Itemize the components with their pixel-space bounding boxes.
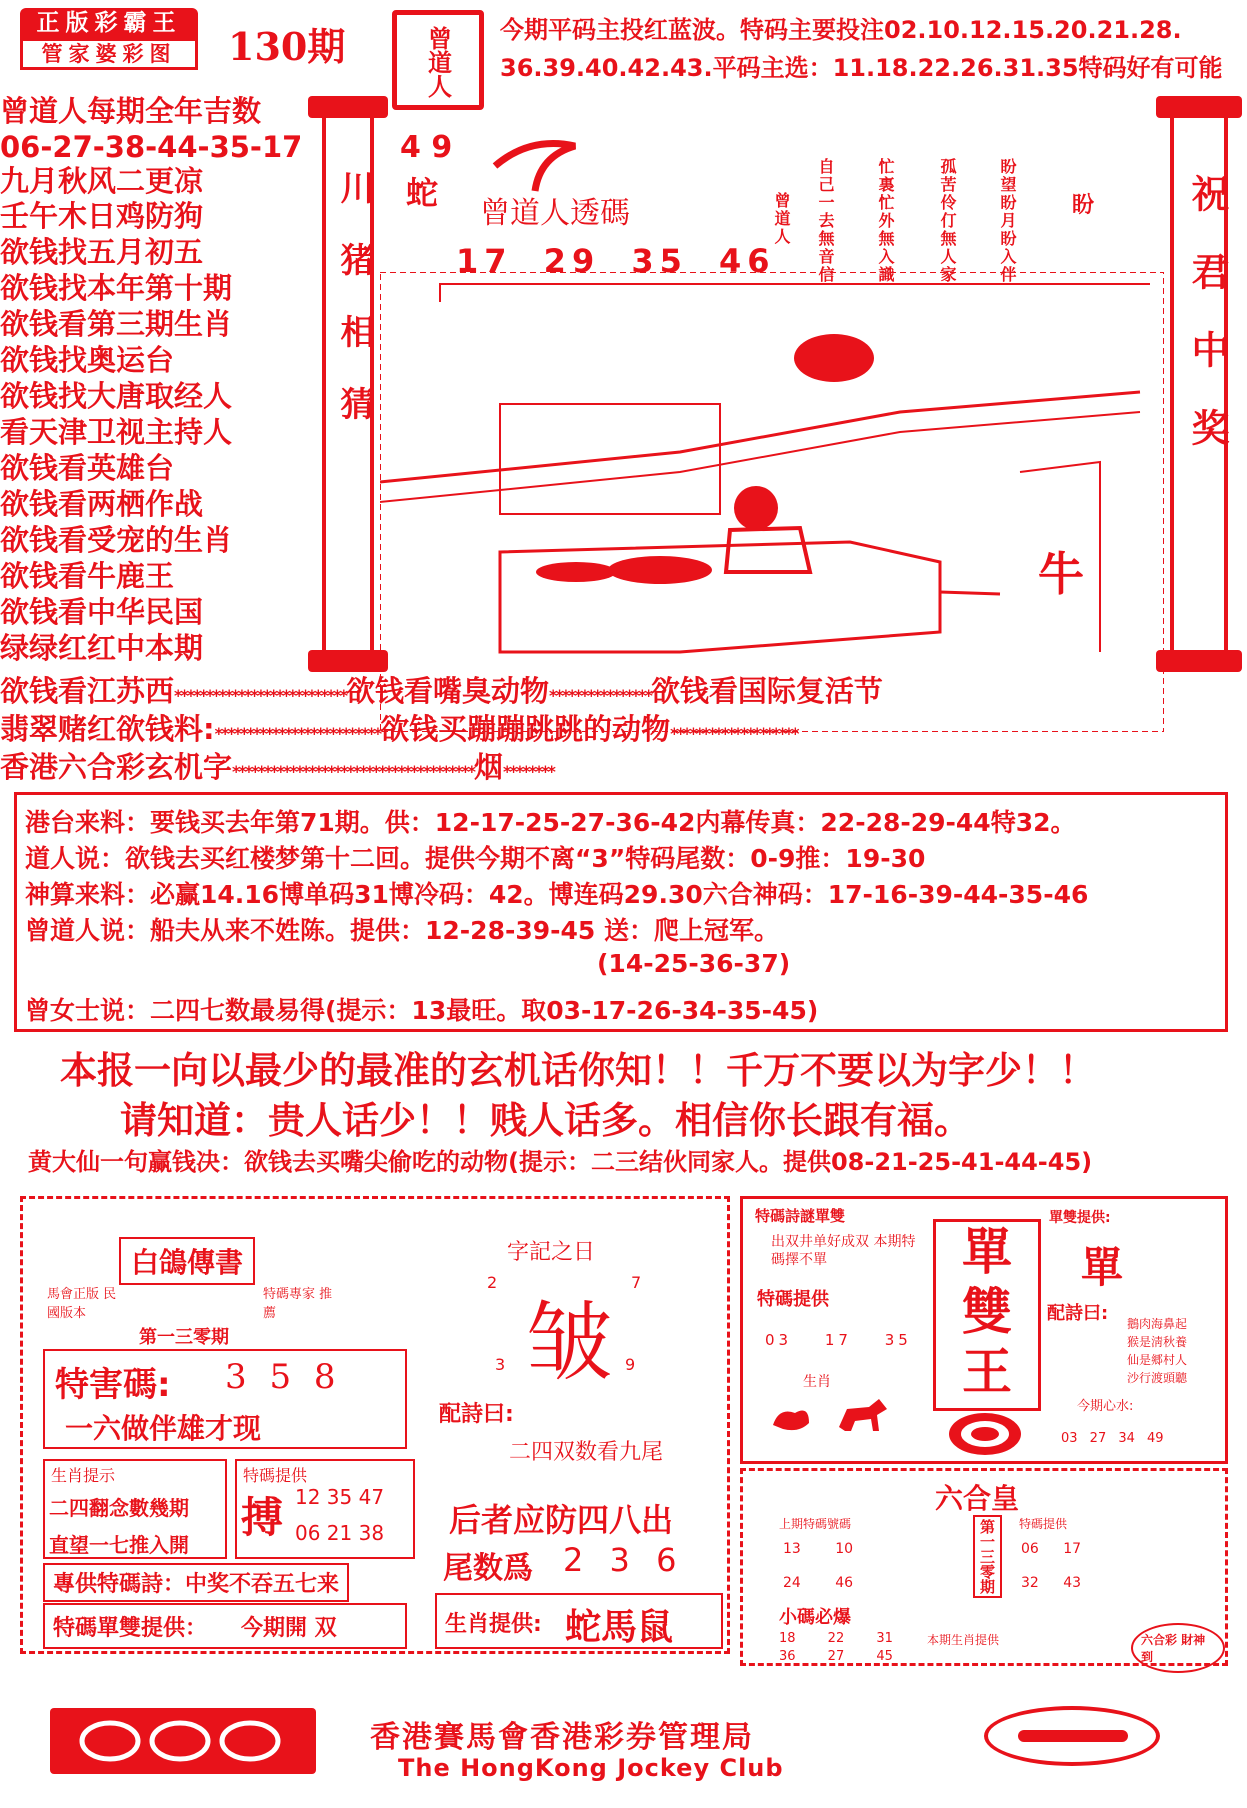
king-char: 雙 [962,1283,1012,1341]
single-double-value: 今期開 双 [241,1616,337,1641]
left-list-item: 壬午木日鸡防狗 [0,199,204,233]
tail-numbers: 2 3 6 [563,1541,685,1579]
scroll-left-rod [322,100,374,668]
character-num: 3 [495,1355,506,1374]
right-top-heart-nums: 03 27 34 49 [1061,1431,1164,1446]
character-title: 字記之日 [507,1240,596,1265]
left-list-item: 欲钱看两栖作战 [0,487,204,521]
special-box [235,1459,415,1559]
single-double-king [933,1219,1041,1411]
right-top-head: 特碼詩謎單雙 [755,1207,846,1225]
liuhe-side-text: 六合彩 財神到 [1131,1623,1225,1673]
right-top-zodiac-title: 生肖 [803,1374,831,1390]
info-line: 港台来料：要钱买去年第71期。供：12-17-25-27-36-42内幕传真：22-28-29-44特32。 [25,808,1076,837]
logo [20,8,198,70]
riddle-line-1 [0,674,883,713]
character-num: 7 [631,1273,642,1292]
special-row: 06 21 38 [295,1521,385,1545]
notice-line-2: 36.39.40.42.43.平码主选：11.18.22.26.31.35特码好有可能 [500,54,1223,82]
issue-number: 130期 [228,24,346,69]
info-box [14,792,1228,1032]
notice-line-1: 今期平码主投红蓝波。特码主要投注02.10.12.15.20.21.28. [500,16,1182,44]
zodiac-hint-line: 二四翻念數幾期 [49,1496,189,1520]
left-list-item: 欲钱看英雄台 [0,451,175,485]
left-list-item: 欲钱找本年第十期 [0,271,233,305]
character-big: 皱 [527,1293,613,1393]
zodiac-hint-box [43,1459,227,1559]
seal-text: 曾道人 [423,26,453,98]
scene-sketch [380,272,1164,732]
single-double-box [43,1603,407,1649]
riddle-3-mid: 烟 [473,750,503,784]
carrier-pigeon-block [23,1199,423,1657]
character-num: 2 [487,1273,498,1292]
left-list-item: 欲钱看牛鹿王 [0,559,175,593]
info-line: (14-25-36-37) [597,949,791,978]
character-num: 9 [625,1355,636,1374]
painting-zodiac: 蛇 [406,174,439,212]
king-char: 單 [962,1223,1012,1281]
character-warning: 后者应防四八出 [449,1501,674,1539]
left-list-item: 欲钱看中华民国 [0,595,204,629]
left-list [0,92,330,666]
special-title: 特碼提供 [243,1466,308,1485]
left-list-item: 欲钱找大唐取经人 [0,379,233,413]
right-top-heart-label: 今期心水: [1077,1399,1134,1414]
tema-numbers: 3 5 8 [225,1357,342,1397]
pigeon-side-left: 馬會正版 民國版本 [47,1287,117,1321]
riddle-1-right: 欲钱看国际复活节 [650,674,883,708]
pigeon-period: 第一三零期 [139,1327,229,1348]
left-list-item: 欲钱看第三期生肖 [0,307,233,341]
right-top-tema-label: 特碼提供 [757,1289,829,1310]
liuhe-col1-num: 13 10 [783,1541,854,1557]
right-top-head-right: 單雙提供: [1049,1210,1111,1226]
logo-bottom-text: 管家婆彩图 [20,38,198,70]
verse-line: 孤苦伶仃無人家 [938,158,957,284]
riddle-2-stars2: ******************** [670,724,798,743]
special-poem: 專供特碼詩：中奖不吞五七来 [43,1563,349,1602]
tema-box [43,1349,407,1449]
character-block [423,1199,729,1657]
right-top-nums: 03 17 35 [765,1331,912,1349]
riddle-1-mid: 欲钱看嘴臭动物 [345,674,549,708]
verse-line: 自己一去無音信 [816,158,835,284]
info-line: 神算来料：必赢14.16博单码31博冷码：42。博连码29.30六合神码：17-16-39-44-35-46 [25,880,1089,909]
panel-left [20,1196,730,1654]
right-top-poem-label: 配詩曰: [1047,1303,1109,1324]
special-row: 12 35 47 [295,1485,385,1509]
info-line: 曾道人说：船夫从来不姓陈。提供：12-28-39-45 送：爬上冠军。 [25,916,779,945]
pigeon-title: 白鴿傳書 [119,1237,255,1285]
character-poem-label: 配詩曰: [439,1402,514,1427]
king-char: 王 [962,1343,1012,1401]
scroll-right-label: 祝君中奖 [1185,174,1229,486]
left-list-item: 欲钱找奥运台 [0,343,175,377]
logo-top-text: 正版彩霸王 [20,8,198,38]
zodiac-provide-value: 蛇馬鼠 [565,1606,674,1648]
character-poem: 二四双数看九尾 [509,1440,664,1465]
zodiac-provide-label: 生肖提供: [445,1612,542,1637]
riddle-2-mid: 欲钱买蹦蹦跳跳的动物 [380,712,671,746]
single-double-label: 特碼單雙提供： [53,1616,208,1641]
left-list-item: 绿绿红红中本期 [0,631,204,665]
pigeon-side-right: 特碼專家 推薦 [263,1287,333,1321]
left-list-item: 看天津卫视主持人 [0,415,233,449]
left-list-item: 欲钱找五月初五 [0,235,204,269]
footer-logo [50,1708,316,1774]
slogan-line-1: 本报一向以最少的最准的玄机话你知！！千万不要以为字少！！ [60,1048,1096,1092]
right-top-poem-line: 沙行渡頭聽 [1127,1371,1188,1385]
slogan-line-2: 请知道：贵人话少！！贱人话多。相信你长跟有福。 [120,1098,971,1142]
liuhe-col2-title: 特碼提供 [1019,1517,1068,1531]
liuhe-small-num: 36 27 45 [779,1649,893,1664]
riddle-line-3 [0,750,554,789]
footer-emblem [984,1706,1160,1766]
seal-stamp [392,10,484,110]
riddle-1-stars2: **************** [548,686,651,705]
flower-icon [947,1411,1023,1457]
right-top-poem-line: 仙是郷村人 [1127,1353,1188,1367]
right-top-answer: 單 [1081,1243,1124,1292]
verse-extra: 盼 [1072,193,1095,218]
riddle-2-left: 翡翠赌红欲钱料: [0,712,215,746]
riddle-3-left: 香港六合彩玄机字 [0,750,233,784]
tema-label: 特害碼: [55,1365,171,1405]
footer-english: The HongKong Jockey Club [398,1754,784,1782]
liuhe-col2-num: 06 17 [1021,1541,1082,1557]
painting-top-number: 4 9 [400,130,453,165]
liuhe-col2-num: 32 43 [1021,1575,1082,1591]
huang-line: 黄大仙一句赢钱决：欲钱去买嘴尖偷吃的动物(提示：二三结伙同家人。提供08-21-25-41-44-45) [28,1148,1093,1176]
coin-icon [50,1708,316,1774]
info-line: 曾女士说：二四七数最易得(提示：13最旺。取03-17-26-34-35-45) [25,996,819,1025]
verse-line: 盼望盼月盼入伴 [998,158,1017,284]
tema-verse: 一六做伴雄才现 [65,1412,262,1445]
left-list-item: 九月秋风二更凉 [0,164,204,198]
verse-line: 忙裏忙外無入識 [876,158,895,284]
special-char: 搏 [241,1493,284,1542]
riddle-1-left: 欲钱看江苏西 [0,674,175,708]
riddle-3-stars: ************************************** [232,762,474,781]
riddle-1-stars: *************************** [174,686,346,705]
painting-corner-zodiac: 牛 [1038,547,1084,601]
painting-title: 曾道人透碼 [480,196,630,231]
footer-chinese: 香港賽馬會香港彩券管理局 [370,1720,754,1755]
zodiac-provide-box [435,1593,723,1649]
right-top-riddle: 出双井单好成双 本期特碼擇不單 [771,1234,916,1268]
zodiac-hint-title: 生肖提示 [51,1466,116,1485]
left-list-item: 欲钱看受宠的生肖 [0,523,233,557]
horse-icon [833,1397,893,1437]
liuhe-title: 六合皇 [935,1482,1020,1515]
painting-numbers: 17 29 35 46 [456,242,776,280]
painting-swoosh [490,136,580,196]
left-list-title: 曾道人每期全年吉数 [0,94,262,128]
liuhe-small-num: 18 22 31 [779,1631,893,1646]
liuhe-zodiac-title: 本期生肖提供 [927,1633,1000,1647]
left-list-numbers: 06-27-38-44-35-17 [0,130,303,164]
liuhe-col1-num: 24 46 [783,1575,854,1591]
panel-right-bottom [740,1468,1228,1666]
riddle-2-stars: ************************** [214,724,381,743]
verse-author: 曾道人 [772,192,791,246]
panel-right-top [740,1196,1228,1464]
info-line: 道人说：欲钱去买红楼梦第十二回。提供今期不离“3”特码尾数：0-9推：19-30 [25,844,926,873]
tail-label: 尾数爲 [443,1551,533,1586]
right-top-poem-line: 猴是淸秋養 [1127,1335,1188,1349]
scroll-right-rod [1170,100,1228,668]
liuhe-small-title: 小碼必爆 [779,1607,851,1628]
liuhe-center: 第一三零期 [973,1515,1002,1598]
painting [380,112,1164,622]
liuhe-col1-title: 上期特碼號碼 [779,1517,852,1531]
riddle-3-stars2: ******** [502,762,554,781]
animal-icon-1 [769,1401,813,1435]
scroll-left-label: 川猪相猜 [334,170,374,458]
zodiac-hint-line: 直望一七推入開 [49,1533,189,1557]
right-top-poem-line: 鵝肉海鼻起 [1127,1317,1188,1331]
riddle-line-2 [0,712,798,751]
